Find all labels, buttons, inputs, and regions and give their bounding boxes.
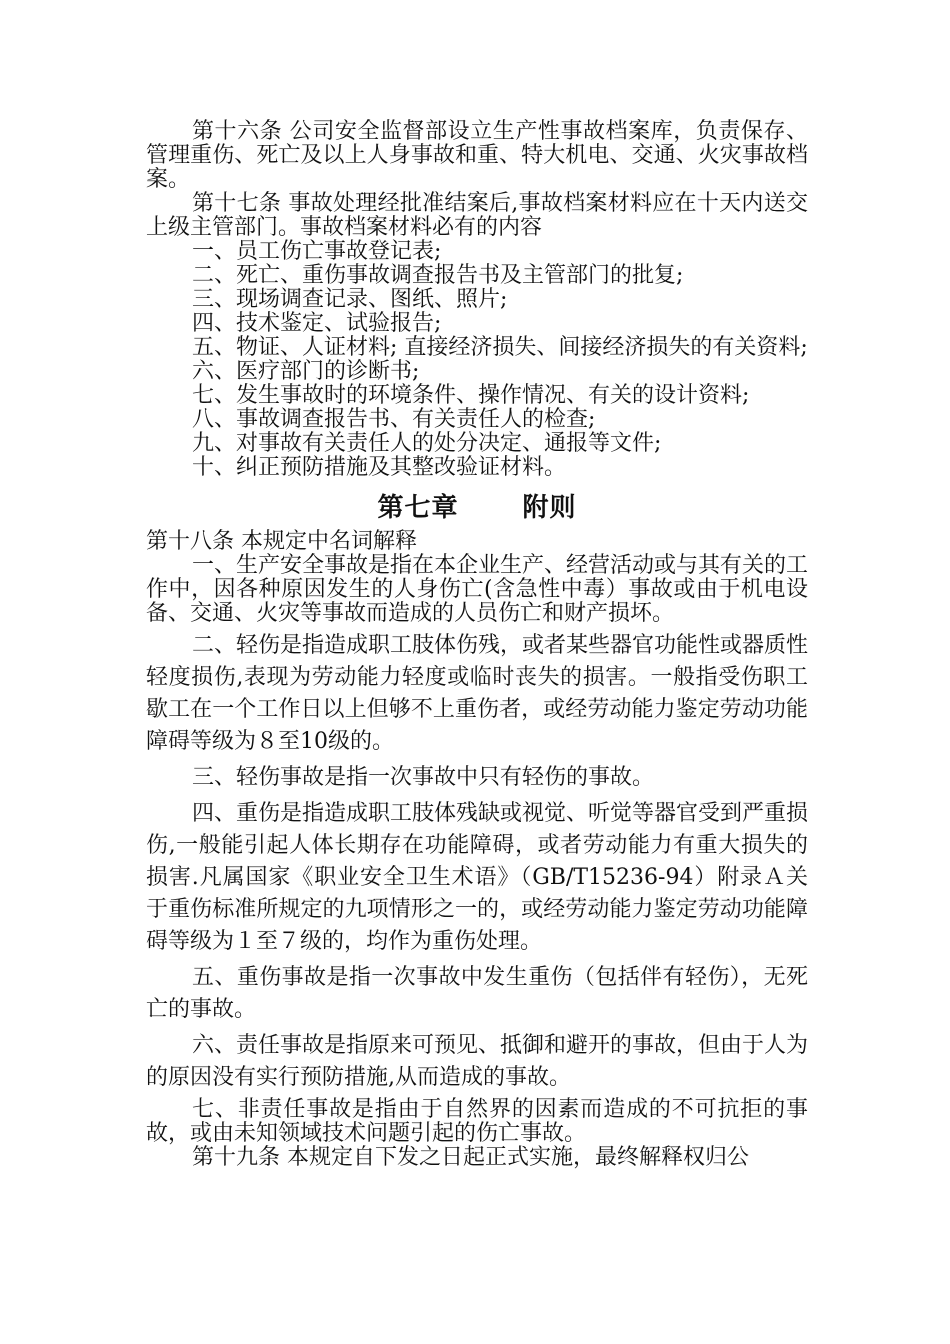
chapter-name: 附则 — [522, 493, 577, 523]
list-item-10: 十、纠正预防措施及其整改验证材料。 — [192, 455, 567, 480]
list-item-5: 五、物证、人证材料; 直接经济损失、间接经济损失的有关资料; — [192, 335, 808, 360]
list-item-7: 七、发生事故时的环境条件、操作情况、有关的设计资料; — [192, 383, 750, 408]
list-item-3: 三、现场调查记录、图纸、照片; — [192, 287, 508, 312]
list-item-9: 九、对事故有关责任人的处分决定、通报等文件; — [192, 431, 662, 456]
article-19: 第十九条 本规定自下发之日起正式实施，最终解释权归公 — [192, 1145, 749, 1170]
definition-2: 二、轻伤是指造成职工肢体伤残，或者某些器官功能性或器质性轻度损伤,表现为劳动能力轻度或临时丧失的损害。一般指受伤职工歇工在一个工作日以上但够不上重伤者，或经劳动能力鉴定劳动功能障碍等级为８至10级的。 — [146, 633, 809, 754]
definition-7: 七、非责任事故是指由于自然界的因素而造成的不可抗拒的事故，或由未知领域技术问题引起的伤亡事故。 — [146, 1097, 808, 1146]
definition-6: 六、责任事故是指原来可预见、抵御和避开的事故，但由于人为的原因没有实行预防措施,从而造成的事故。 — [146, 1033, 809, 1090]
definition-1: 一、生产安全事故是指在本企业生产、经营活动或与其有关的工作中，因各种原因发生的人身伤亡(含急性中毒）事故或由于机电设备、交通、火灾等事故而造成的人员伤亡和财产损坏。 — [146, 553, 809, 626]
definition-5: 五、重伤事故是指一次事故中发生重伤（包括伴有轻伤），无死亡的事故。 — [146, 965, 808, 1022]
article-18: 第十八条 本规定中名词解释 — [146, 529, 417, 554]
chapter-title — [146, 490, 808, 526]
chapter-number: 第七章 — [377, 493, 459, 523]
list-item-1: 一、员工伤亡事故登记表; — [192, 239, 442, 264]
list-item-2: 二、死亡、重伤事故调查报告书及主管部门的批复; — [192, 263, 684, 288]
article-17: 第十七条 事故处理经批准结案后,事故档案材料应在十天内送交上级主管部门。事故档案材料必有的内容 — [146, 191, 808, 240]
definition-4: 四、重伤是指造成职工肢体残缺或视觉、听觉等器官受到严重损伤,一般能引起人体长期存在功能障碍，或者劳动能力有重大损失的损害.凡属国家《职业安全卫生术语》（GB/T15236-94）附录Ａ关于重伤标准所规定的九项情形之一的，或经劳动能力鉴定劳动功能障碍等级为１至７级的，均作为重伤处理。 — [146, 801, 809, 954]
article-16: 第十六条 公司安全监督部设立生产性事故档案库，负责保存、管理重伤、死亡及以上人身事故和重、特大机电、交通、火灾事故档案。 — [146, 119, 808, 192]
document-page — [146, 120, 808, 1170]
list-item-4: 四、技术鉴定、试验报告; — [192, 311, 442, 336]
definition-3: 三、轻伤事故是指一次事故中只有轻伤的事故。 — [192, 765, 655, 790]
list-item-6: 六、医疗部门的诊断书; — [192, 359, 420, 384]
list-item-8: 八、事故调查报告书、有关责任人的检查; — [192, 407, 596, 432]
